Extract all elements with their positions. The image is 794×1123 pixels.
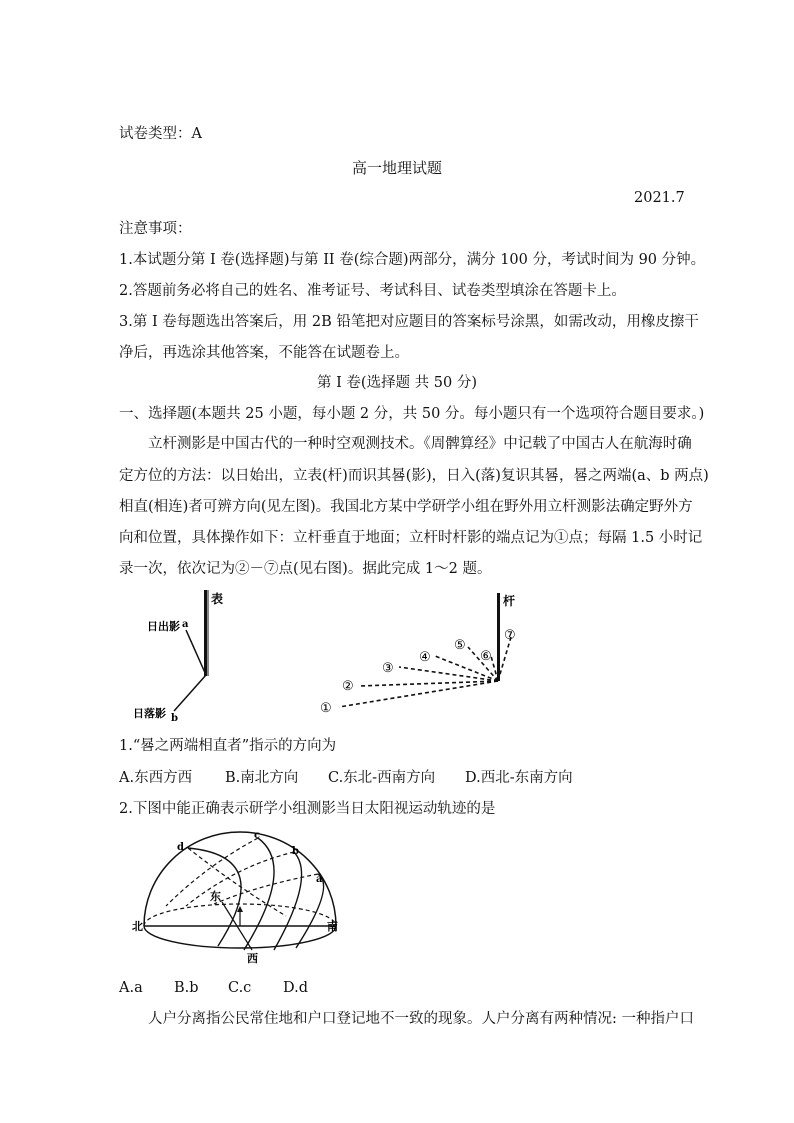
south-label: 南	[327, 920, 338, 933]
shadow-point-3: ③	[382, 661, 394, 676]
q1-option-c: C.东北-西南方向	[328, 770, 436, 786]
part-one-heading: 一、选择题(本题共 25 小题，每小题 2 分，共 50 分。每小题只有一个选项符合题目要求。)	[119, 406, 705, 422]
page-title: 高一地理试题	[351, 159, 442, 177]
q1-option-d: D.西北-东南方向	[465, 770, 573, 786]
shadow-point-2: ②	[342, 679, 354, 694]
pole-label-right: 杆	[503, 594, 516, 608]
passage-line: 定方位的方法：以日始出，立表(杆)而识其晷(影)，日入(落)复识其晷，晷之两端(a、b 两点)	[119, 468, 709, 484]
notice-item: 2.答题前务必将自己的姓名、准考证号、考试科目、试卷类型填涂在答题卡上。	[119, 283, 626, 299]
passage-2-line: 人户分离指公民常住地和户口登记地不一致的现象。人户分离有两种情况: 一种指户口	[148, 1011, 694, 1027]
passage-line: 录一次，依次记为②－⑦点(见右图)。据此完成 1～2 题。	[119, 561, 492, 577]
paper-type: 试卷类型：A	[119, 126, 202, 142]
left-shadow-diagram	[133, 590, 223, 724]
passage-line: 立杆测影是中国古代的一种时空观测技术。《周髀算经》中记载了中国古人在航海时确	[148, 436, 692, 452]
q1-option-a: A.东西方西	[119, 770, 193, 786]
path-label-d: d	[177, 842, 184, 853]
shadow-point-7: ⑦	[504, 628, 516, 643]
passage-line: 向和位置，具体操作如下：立杆垂直于地面；立杆时杆影的端点记为①点；每隔 1.5 小时记	[119, 530, 703, 546]
path-label-a: a	[316, 874, 323, 885]
east-label: 东	[210, 890, 221, 903]
q2-option-a: A.a	[119, 980, 143, 996]
passage-line: 相直(相连)者可辨方向(见左图)。我国北方某中学研学小组在野外用立杆测影法确定野外方	[119, 499, 693, 515]
question-2-stem: 2.下图中能正确表示研学小组测影当日太阳视运动轨迹的是	[119, 801, 496, 817]
west-label: 西	[247, 952, 258, 965]
path-label-c: c	[254, 830, 261, 841]
shadow-point-6: ⑥	[480, 649, 492, 664]
pole-right	[497, 593, 500, 681]
path-label-b: b	[292, 846, 299, 857]
notice-item: 3.第 I 卷每题选出答案后，用 2B 铅笔把对应题目的答案标号涂黑，如需改动，用橡皮擦干	[119, 314, 699, 330]
shadow-figure	[118, 585, 528, 725]
question-1-stem: 1.“晷之两端相直者”指示的方向为	[119, 738, 337, 754]
notice-item: 净后，再选涂其他答案，不能答在试题卷上。	[119, 345, 409, 361]
q2-option-b: B.b	[174, 980, 199, 996]
sunrise-shadow-line	[186, 630, 206, 675]
point-b-label: b	[171, 713, 178, 724]
shadow-point-1: ①	[320, 701, 332, 716]
pole-left	[204, 590, 207, 676]
section-title: 第 I 卷(选择题 共 50 分)	[316, 375, 478, 391]
shadow-point-5: ⑤	[454, 638, 466, 653]
sunset-shadow-line	[174, 675, 206, 711]
point-a-label: a	[182, 619, 189, 630]
q2-option-c: C.c	[228, 980, 252, 996]
q2-option-d: D.d	[283, 980, 308, 996]
shadow-point-4: ④	[419, 650, 431, 665]
q1-option-b: B.南北方向	[225, 770, 299, 786]
pole-label-left: 表	[211, 592, 224, 606]
sun-path-figure	[126, 826, 346, 968]
exam-date: 2021.7	[634, 190, 685, 206]
right-shadow-diagram	[320, 593, 516, 716]
north-label: 北	[132, 920, 143, 933]
notice-heading: 注意事项：	[119, 221, 192, 237]
notice-item: 1.本试题分第 I 卷(选择题)与第 II 卷(综合题)两部分，满分 100 分，考试时间为 90 分钟。	[119, 252, 706, 268]
sunrise-shadow-label: 日出影	[147, 620, 180, 633]
sunset-shadow-label: 日落影	[133, 707, 166, 720]
